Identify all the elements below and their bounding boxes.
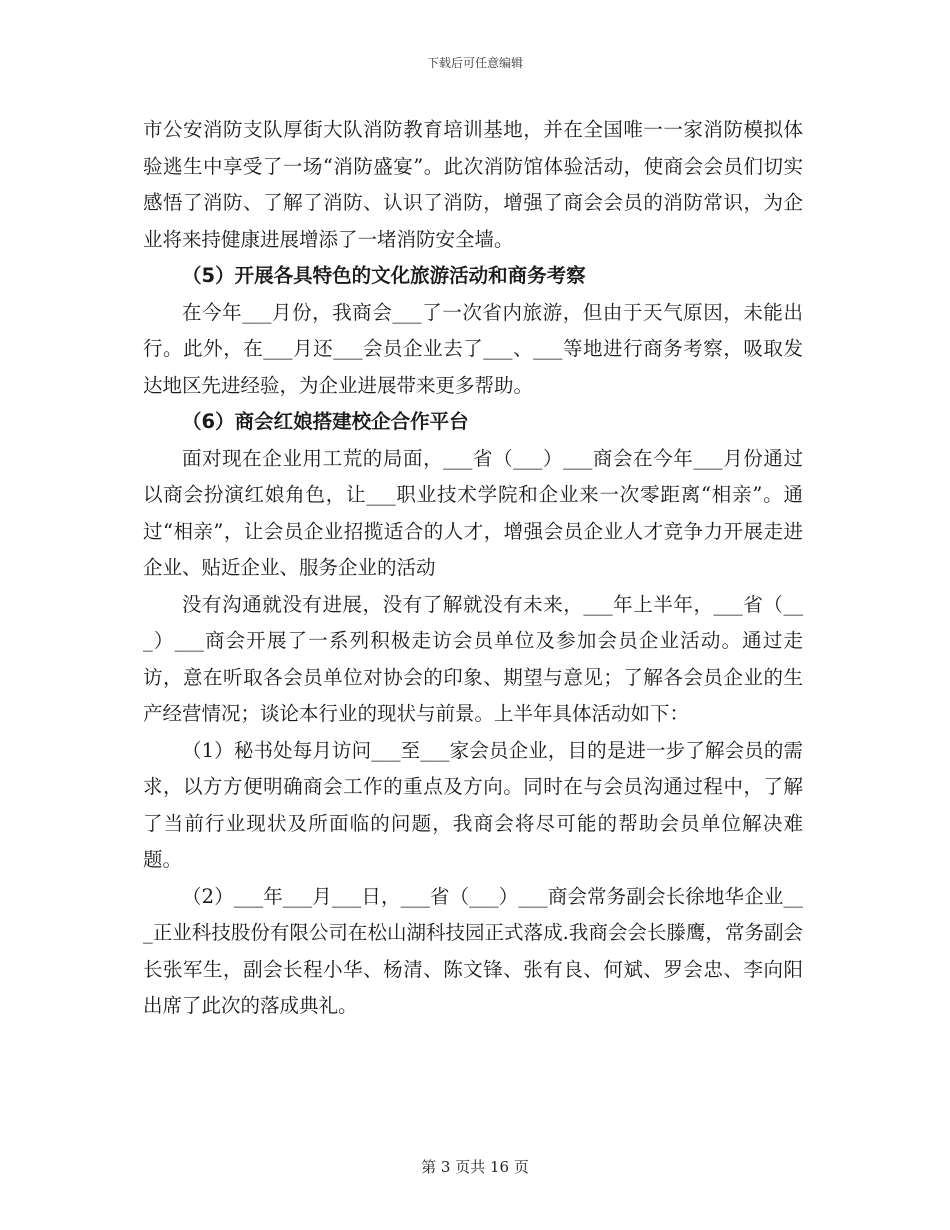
paragraph-travel: 在今年___月份，我商会___了一次省内旅游，但由于天气原因，未能出行。此外，在___月还___会员企业去了___、___等地进行商务考察，吸取发达地区先进经验，为企业进展带来更多帮助。: [143, 300, 803, 397]
paragraph-school-enterprise: 面对现在企业用工荒的局面，___省（___）___商会在今年___月份通过以商会扮演红娘角色，让___职业技术学院和企业来一次零距离“相亲”。通过“相亲”，让会员企业招揽适合的人才，增强会员企业人才竞争力开展走进企业、贴近企业、服务企业的活动: [143, 446, 803, 579]
header-note: 下载后可任意编辑: [426, 56, 523, 70]
paragraph-fire-training: 市公安消防支队厚街大队消防教育培训基地，并在全国唯一一家消防模拟体验逃生中享受了一场“消防盛宴”。此次消防馆体验活动，使商会会员们切实感悟了消防、了解了消防、认识了消防，增强了商会会员的消防常识，为企业将来持健康进展增添了一堵消防安全墙。: [143, 118, 803, 251]
section-heading-6: （6）商会红娘搭建校企合作平台: [182, 410, 469, 433]
page-number: 第 3 页共 16 页: [421, 1158, 529, 1176]
section-heading-5: （5）开展各具特色的文化旅游活动和商务考察: [182, 264, 586, 287]
paragraph-item-2: （2）___年___月___日，___省（___）___商会常务副会长徐地华企业___正业科技股份有限公司在松山湖科技园正式落成.我商会会长滕鹰，常务副会长张军生，副会长程小华、杨清、陈文锋、张有良、何斌、罗会忠、李向阳出席了此次的落成典礼。: [143, 884, 803, 1017]
document-body: [143, 112, 803, 1025]
paragraph-communication: 没有沟通就没有进展，没有了解就没有未来，___年上半年，___省（___）___商会开展了一系列积极走访会员单位及参加会员企业活动。通过走访，意在听取各会员单位对协会的印象、期望与意见；了解各会员企业的生产经营情况；谈论本行业的现状与前景。上半年具体活动如下：: [143, 592, 803, 725]
paragraph-item-1: （1）秘书处每月访问___至___家会员企业，目的是进一步了解会员的需求，以方方便明确商会工作的重点及方向。同时在与会员沟通过程中，了解了当前行业现状及所面临的问题，我商会将尽可能的帮助会员单位解决难题。: [143, 738, 803, 871]
